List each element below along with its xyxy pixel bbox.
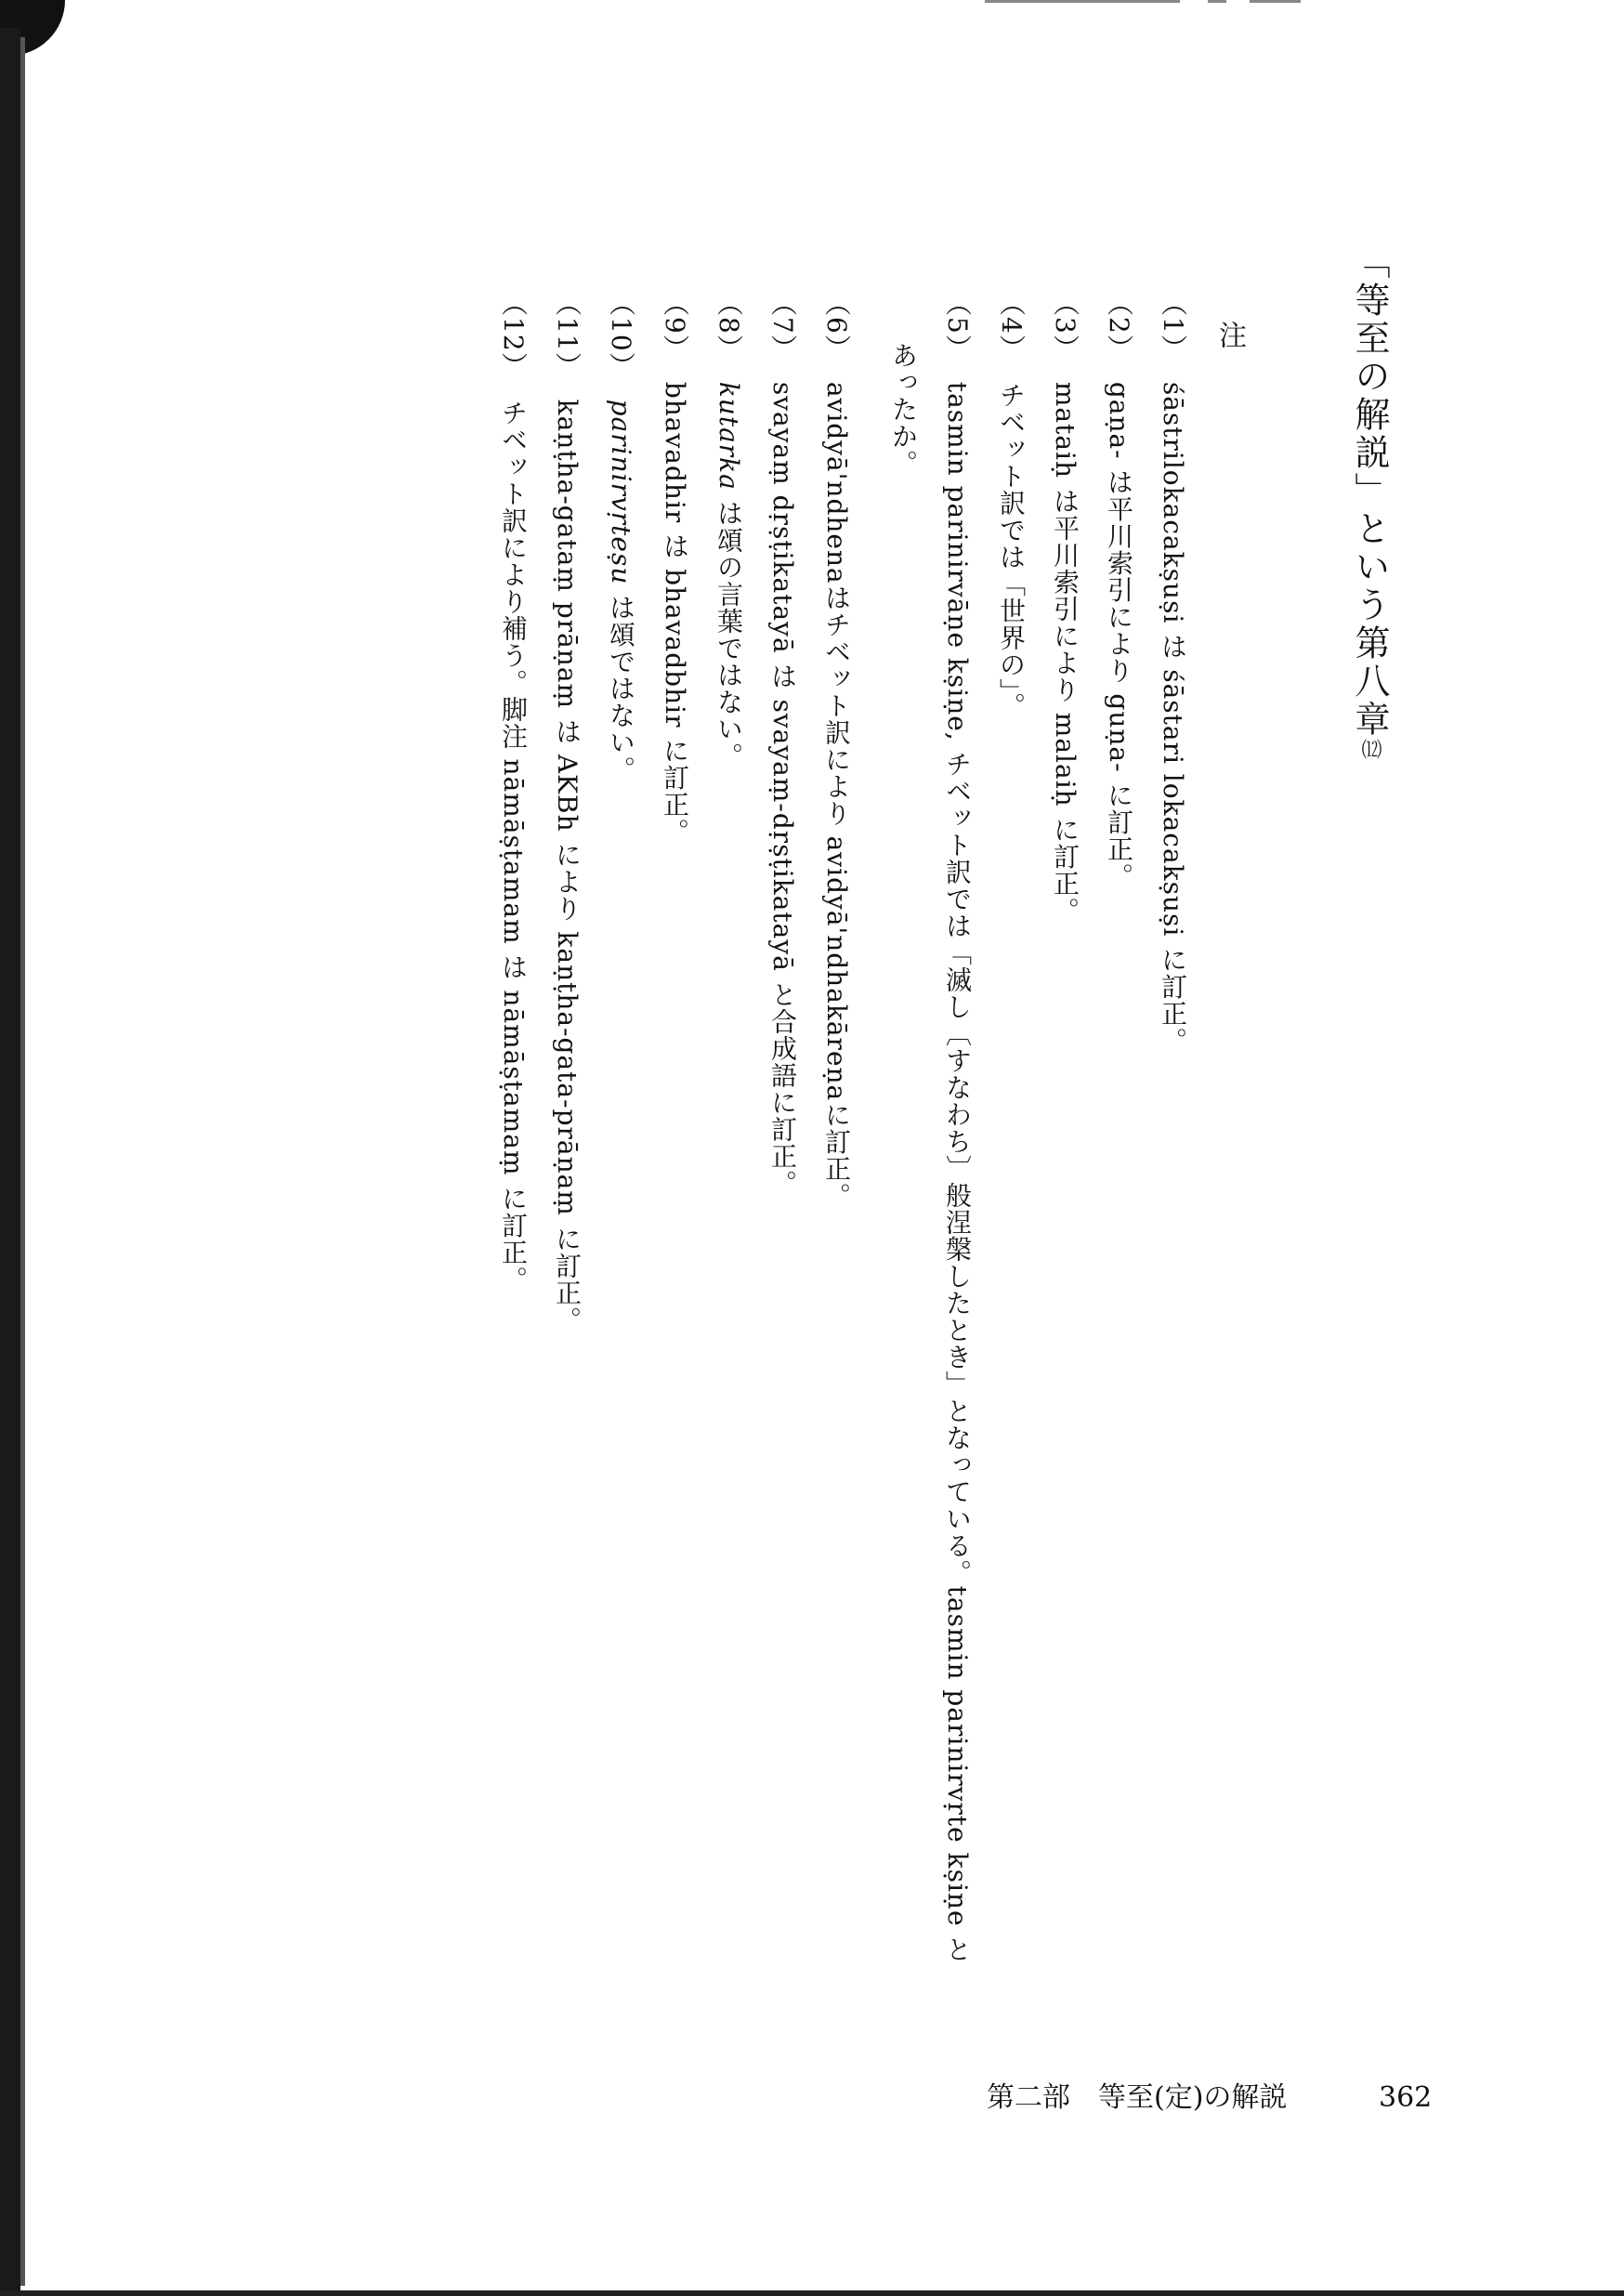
scan-edge-left-inner	[20, 37, 25, 2286]
footnote	[608, 290, 634, 782]
footnote-number: （2）	[1104, 290, 1134, 361]
footnote-number: （7）	[767, 290, 798, 361]
footnote	[552, 290, 583, 1333]
scan-top-line	[1208, 0, 1226, 3]
footnote-text: tasmin parinirvāṇe kṣiṇe, チベット訳では「滅し〔すなわち〕般涅槃したとき」となっている。tasmin parinirvṛte kṣiṇe と	[942, 381, 973, 1963]
footnote-number: （10）	[606, 290, 636, 379]
footnote-number: （9）	[660, 290, 690, 361]
footnote-number: （6）	[821, 290, 852, 361]
page-title-ref: ⑿	[1358, 739, 1382, 762]
footnote-number: （12）	[498, 290, 529, 379]
footnote-text: あったか。	[888, 342, 919, 477]
footnote-text: bhavadhir は bhavadbhir に訂正。	[660, 381, 690, 846]
footnote-number: （3）	[1050, 290, 1080, 361]
footnote-text: gaṇa- は平川索引により guṇa- に訂正。	[1104, 381, 1134, 890]
scan-edge-left	[0, 28, 20, 2296]
footnote-text: チベット訳により補う。脚注 nāmāṣṭamam は nāmāṣṭamaṃ に訂正。	[498, 399, 529, 1293]
footnote	[1052, 290, 1078, 925]
scan-top-line	[1250, 0, 1301, 3]
footnote	[1106, 290, 1132, 889]
footnote-italic-term: kutarka	[714, 381, 744, 491]
scan-edge-bottom	[0, 2290, 1624, 2296]
running-footer-section: 第二部 等至(定)の解説	[987, 2081, 1288, 2114]
footnote	[498, 290, 529, 1293]
footnote-text: śāstrilokacakṣuṣi は śāstari lokacakṣuṣi に訂正。	[1158, 381, 1188, 1055]
footnote-number: （4）	[996, 290, 1027, 361]
notes-heading: 注	[1213, 321, 1246, 348]
page-title	[1349, 243, 1390, 762]
footnote	[767, 290, 798, 1197]
footnote-text: チベット訳では「世界の」。	[996, 381, 1027, 719]
footnote-number: （11）	[552, 290, 583, 379]
footnote-number: （1）	[1158, 290, 1188, 361]
footnote-text: mataiḥ は平川索引により malaiḥ に訂正。	[1050, 381, 1080, 925]
footnote-text: svayaṃ dṛṣṭikatayā は svayaṃ-dṛṣṭikatayā と合成語に訂正。	[767, 381, 798, 1197]
footnote-number: （5）	[942, 290, 973, 361]
footnote-text: は頌ではない。	[606, 584, 636, 783]
footnote-number: （8）	[714, 290, 744, 361]
footnote-italic-term: parinirvṛteṣu	[606, 399, 636, 585]
scan-top-line	[985, 0, 1180, 3]
footnote-continuation	[888, 342, 919, 477]
page-number: 362	[1379, 2081, 1433, 2114]
page-title-text: 「等至の解説」という第八章	[1349, 243, 1390, 739]
footnote	[661, 290, 688, 845]
footnote-text: kaṇṭha-gataṃ prāṇaṃ は AKBh により kaṇṭha-gata-prāṇaṃ に訂正。	[552, 399, 583, 1333]
footnote	[821, 290, 852, 1210]
footnote	[714, 290, 744, 769]
footnote	[1158, 290, 1188, 1055]
footnote-text: avidyā'ndhenaはチベット訳により avidyā'ndhakāreṇaに訂正。	[821, 381, 852, 1210]
footnote	[942, 290, 973, 1963]
footnote-text: は頌の言葉ではない。	[714, 490, 744, 769]
footnote	[996, 290, 1027, 719]
